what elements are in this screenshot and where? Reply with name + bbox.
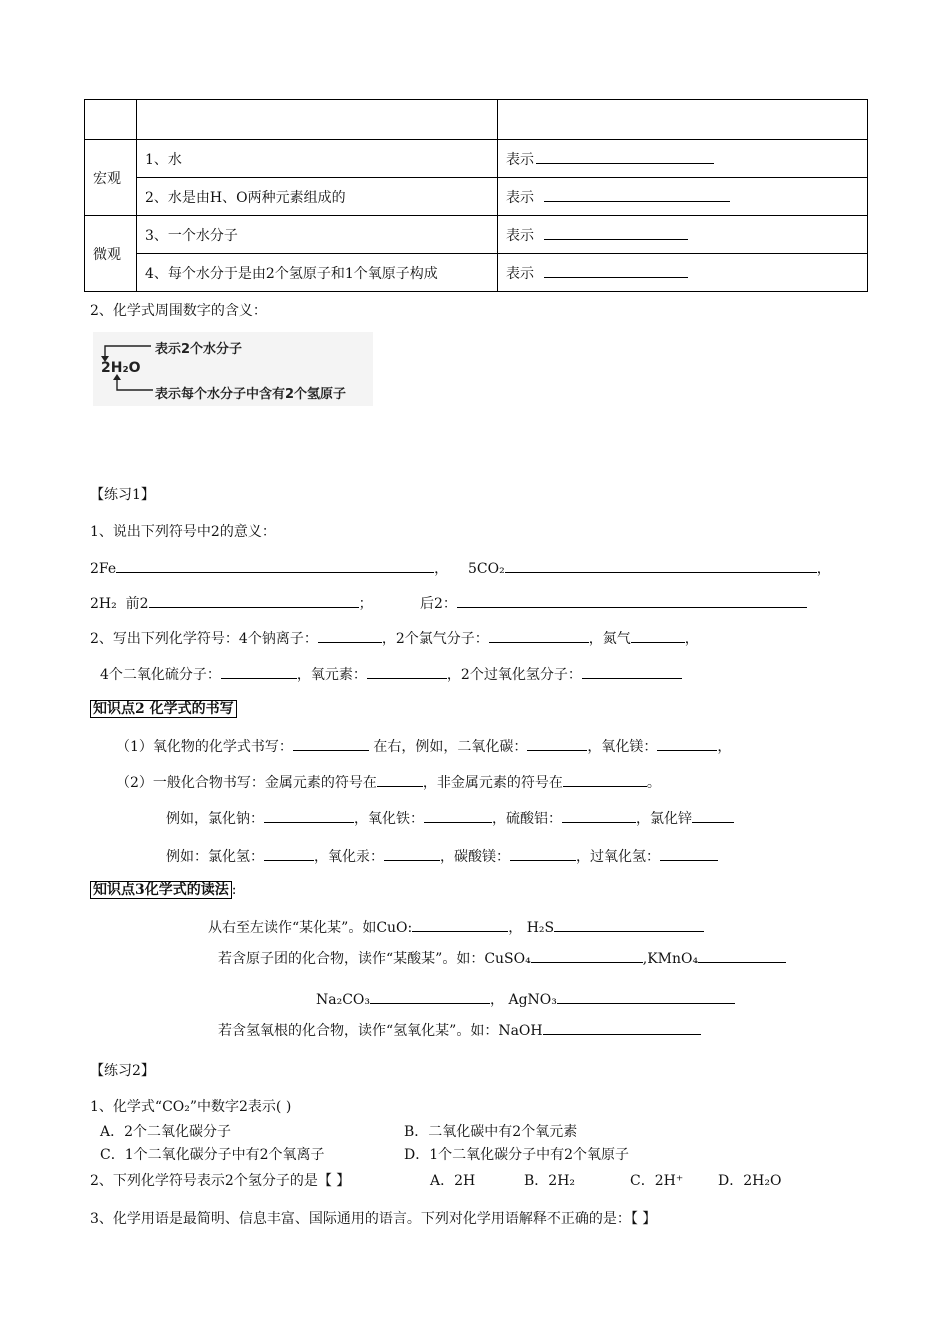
practice1-row-2fe: 2Fe ，	[90, 558, 448, 578]
table-header-empty-3	[498, 100, 868, 140]
group-macro: 宏观	[85, 140, 137, 216]
answer-blank[interactable]	[318, 628, 382, 643]
answer-blank[interactable]	[116, 558, 434, 573]
answer-blank[interactable]	[384, 846, 440, 861]
answer-blank[interactable]	[505, 558, 817, 573]
answer-blank[interactable]	[531, 948, 643, 963]
answer-blank[interactable]	[631, 628, 685, 643]
figure-top-label: 表示2个水分子	[155, 342, 243, 357]
practice1-row-2h2: 2H₂ 前2 ；	[90, 593, 373, 613]
answer-blank[interactable]	[424, 808, 492, 823]
table-row-left: 4、每个水分于是由2个氢原子和1个氧原子构成	[137, 254, 498, 292]
answer-blank[interactable]	[527, 736, 587, 751]
answer-blank[interactable]	[264, 808, 354, 823]
answer-blank[interactable]	[377, 772, 423, 787]
answer-blank[interactable]	[510, 846, 576, 861]
kp2-line1: （1）氧化物的化学式书写： 在右，例如，二氧化碳： ，氧化镁： ，	[116, 736, 731, 756]
practice2-q2-option-b[interactable]: B．2H₂	[524, 1173, 576, 1189]
figure-formula: 2H₂O	[101, 360, 141, 376]
answer-blank[interactable]	[536, 149, 714, 164]
answer-blank[interactable]	[489, 628, 589, 643]
answer-blank[interactable]	[562, 808, 636, 823]
answer-blank[interactable]	[412, 917, 508, 932]
practice2-q1: 1、化学式“CO₂”中数字2表示( )	[90, 1099, 292, 1115]
table-row-left: 2、水是由H、O两种元素组成的	[137, 178, 498, 216]
table-row-right: 表示	[498, 140, 868, 178]
practice2-q2: 2、下列化学符号表示2个氢分子的是【 】	[90, 1173, 351, 1189]
practice1-q2-line1: 2、写出下列化学符号：4个钠离子： ，2个氯气分子： ，氮气 ，	[90, 628, 699, 648]
kp3-line3: Na₂CO₃ ， AgNO₃	[316, 989, 735, 1009]
kp2-line4: 例如：氯化氢： ，氧化汞： ，碳酸镁： ，过氧化氢：	[166, 846, 718, 866]
answer-blank[interactable]	[544, 263, 688, 278]
table-row-right: 表示	[498, 178, 868, 216]
table-header-empty-1	[85, 100, 137, 140]
answer-blank[interactable]	[264, 846, 314, 861]
kp2-title: 知识点2 化学式的书写	[90, 700, 237, 718]
answer-blank[interactable]	[660, 846, 718, 861]
answer-blank[interactable]	[543, 1020, 701, 1035]
answer-blank[interactable]	[692, 808, 734, 823]
group-micro: 微观	[85, 216, 137, 292]
practice1-row-back2: 后2：	[420, 593, 807, 613]
kp3-line2: 若含原子团的化合物，读作“某酸某”。如：CuSO₄ ,KMnO₄	[218, 948, 786, 968]
practice2-q2-option-c[interactable]: C．2H⁺	[630, 1173, 684, 1189]
answer-blank[interactable]	[370, 989, 490, 1004]
practice2-q1-option-c[interactable]: C．1个二氧化碳分子中有2个氧离子	[100, 1147, 325, 1163]
section2-title: 2、化学式周围数字的含义：	[90, 303, 267, 319]
practice1-title: 【练习1】	[90, 487, 155, 503]
practice2-q1-option-b[interactable]: B．二氧化碳中有2个氧元素	[404, 1124, 578, 1140]
kp2-line3: 例如，氯化钠： ，氧化铁： ，硫酸铝： ，氯化锌	[166, 808, 734, 828]
answer-blank[interactable]	[544, 187, 730, 202]
table-row-left: 1、水	[137, 140, 498, 178]
kp3-title: 知识点3化学式的读法 :	[90, 881, 236, 899]
answer-blank[interactable]	[563, 772, 647, 787]
answer-blank[interactable]	[367, 664, 447, 679]
answer-blank[interactable]	[698, 948, 786, 963]
practice2-q3: 3、化学用语是最简明、信息丰富、国际通用的语言。下列对化学用语解释不正确的是：【 】	[90, 1211, 657, 1227]
table-row-right: 表示	[498, 254, 868, 292]
table-row-right: 表示	[498, 216, 868, 254]
practice2-q1-option-a[interactable]: A．2个二氧化碳分子	[100, 1124, 232, 1140]
kp2-line2: （2）一般化合物书写：金属元素的符号在 ，非金属元素的符号在 。	[116, 772, 661, 792]
table-row-left: 3、一个水分子	[137, 216, 498, 254]
kp3-line1: 从右至左读作“某化某”。如CuO: ， H₂S	[208, 917, 704, 937]
answer-blank[interactable]	[582, 664, 682, 679]
answer-blank[interactable]	[457, 593, 807, 608]
answer-blank[interactable]	[557, 989, 735, 1004]
answer-blank[interactable]	[554, 917, 704, 932]
answer-blank[interactable]	[149, 593, 359, 608]
practice2-title: 【练习2】	[90, 1063, 155, 1079]
answer-blank[interactable]	[293, 736, 369, 751]
water-meaning-table	[84, 99, 868, 292]
practice1-q1: 1、说出下列符号中2的意义：	[90, 524, 276, 540]
answer-blank[interactable]	[221, 664, 297, 679]
answer-blank[interactable]	[544, 225, 688, 240]
practice1-row-5co2: 5CO₂ ，	[468, 558, 831, 578]
table-header-empty-2	[137, 100, 498, 140]
practice2-q2-option-d[interactable]: D．2H₂O	[718, 1173, 782, 1189]
figure-bottom-label: 表示每个水分子中含有2个氢原子	[155, 387, 347, 402]
practice1-q2-line2: 4个二氧化硫分子： ，氧元素： ，2个过氧化氢分子：	[100, 664, 682, 684]
practice2-q1-option-d[interactable]: D．1个二氧化碳分子中有2个氧原子	[404, 1147, 630, 1163]
formula-figure	[93, 332, 373, 406]
kp3-line4: 若含氢氧根的化合物，读作“氢氧化某”。如：NaOH	[218, 1020, 701, 1040]
answer-blank[interactable]	[657, 736, 717, 751]
practice2-q2-option-a[interactable]: A．2H	[430, 1173, 476, 1189]
